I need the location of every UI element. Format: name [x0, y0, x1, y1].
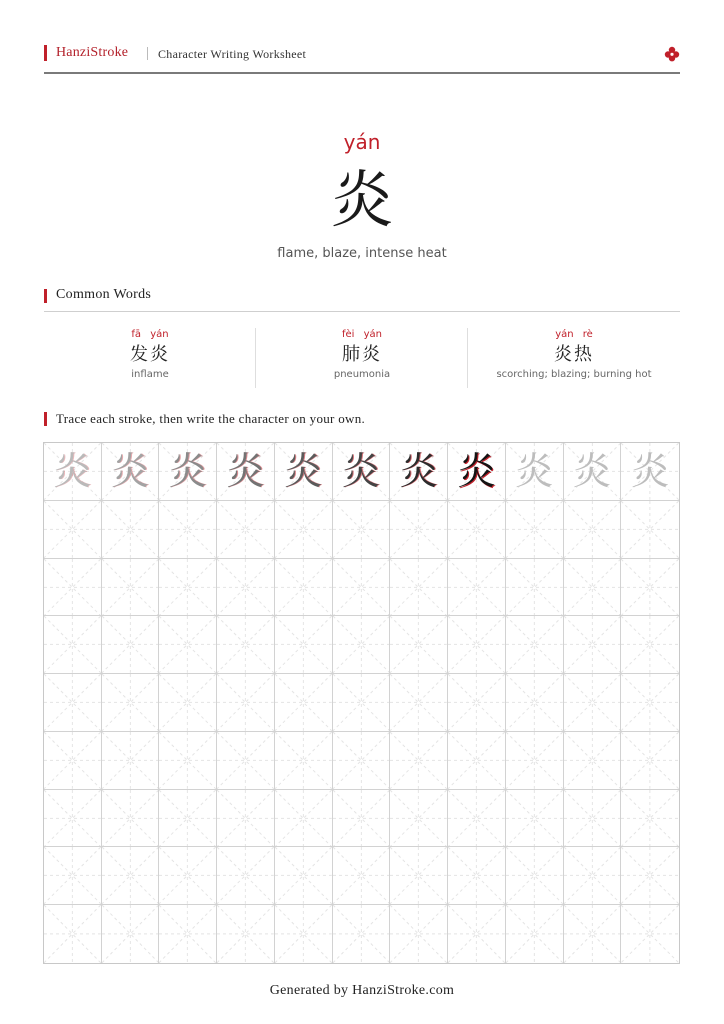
- practice-cell[interactable]: [102, 905, 160, 963]
- practice-cell[interactable]: [333, 559, 391, 617]
- practice-cell[interactable]: [333, 847, 391, 905]
- stroke-cell[interactable]: [390, 443, 448, 501]
- cell-guide-lines: [506, 905, 563, 963]
- practice-cell[interactable]: [390, 559, 448, 617]
- practice-cell[interactable]: [275, 501, 333, 559]
- brand-accent-bar: [44, 45, 47, 61]
- practice-cell[interactable]: [448, 847, 506, 905]
- practice-cell[interactable]: [102, 847, 160, 905]
- word-hanzi: 炎热: [554, 344, 594, 365]
- cell-guide-lines: [448, 674, 505, 731]
- cell-guide-lines: [390, 674, 447, 731]
- cell-guide-lines: [44, 559, 101, 616]
- practice-cell[interactable]: [506, 559, 564, 617]
- cell-guide-lines: [390, 559, 447, 616]
- word-meaning: inflame: [131, 369, 169, 380]
- cell-guide-lines: [506, 732, 563, 789]
- stroke-order-step: 炎: [53, 449, 92, 494]
- practice-cell[interactable]: [217, 847, 275, 905]
- practice-cell[interactable]: [333, 905, 391, 963]
- practice-cell[interactable]: [275, 674, 333, 732]
- practice-cell[interactable]: [159, 616, 217, 674]
- practice-cell[interactable]: [390, 616, 448, 674]
- practice-cell[interactable]: [621, 616, 679, 674]
- cell-guide-lines: [333, 847, 390, 904]
- word-pinyin: fèi yán: [341, 329, 382, 340]
- cell-guide-lines: [159, 847, 216, 904]
- stroke-order-step: 炎: [168, 449, 207, 494]
- practice-cell[interactable]: [102, 732, 160, 790]
- practice-instruction: Trace each stroke, then write the character on your own.: [56, 411, 366, 426]
- cell-guide-lines: [217, 847, 274, 904]
- practice-cell[interactable]: [159, 905, 217, 963]
- cell-guide-lines: [448, 616, 505, 673]
- practice-cell[interactable]: [217, 790, 275, 848]
- practice-cell[interactable]: [506, 847, 564, 905]
- practice-cell[interactable]: [621, 501, 679, 559]
- cell-guide-lines: [102, 905, 159, 963]
- cell-guide-lines: [159, 674, 216, 731]
- practice-cell[interactable]: [275, 616, 333, 674]
- cell-guide-lines: [217, 674, 274, 731]
- practice-cell[interactable]: [333, 674, 391, 732]
- practice-cell[interactable]: [44, 905, 102, 963]
- cell-guide-lines: [333, 674, 390, 731]
- character-meaning: flame, blaze, intense heat: [277, 246, 447, 261]
- stroke-cell[interactable]: [621, 443, 679, 501]
- cell-guide-lines: [102, 674, 159, 731]
- practice-cell[interactable]: [448, 616, 506, 674]
- cell-guide-lines: [44, 905, 101, 963]
- stroke-order-step: 炎: [341, 449, 380, 494]
- practice-cell[interactable]: [506, 905, 564, 963]
- practice-cell[interactable]: [390, 732, 448, 790]
- cell-guide-lines: [217, 616, 274, 673]
- cell-guide-lines: [448, 559, 505, 616]
- cell-guide-lines: [333, 790, 390, 847]
- cell-guide-lines: [44, 790, 101, 847]
- practice-cell[interactable]: [44, 559, 102, 617]
- practice-cell[interactable]: [564, 905, 622, 963]
- practice-cell[interactable]: [333, 790, 391, 848]
- practice-cell[interactable]: [506, 501, 564, 559]
- flower-icon: [664, 46, 680, 62]
- cell-guide-lines: [275, 847, 332, 904]
- stroke-order-step: 炎: [226, 449, 265, 494]
- practice-cell[interactable]: [333, 501, 391, 559]
- practice-cell[interactable]: [448, 905, 506, 963]
- practice-cell[interactable]: [217, 674, 275, 732]
- cell-guide-lines: [159, 559, 216, 616]
- cell-guide-lines: [159, 905, 216, 963]
- cell-guide-lines: [333, 732, 390, 789]
- section-accent-bar: [44, 412, 47, 426]
- practice-cell[interactable]: [621, 674, 679, 732]
- cell-guide-lines: [102, 559, 159, 616]
- practice-cell[interactable]: [564, 501, 622, 559]
- practice-cell[interactable]: [506, 674, 564, 732]
- cell-guide-lines: [621, 559, 679, 616]
- practice-cell[interactable]: [448, 790, 506, 848]
- practice-cell[interactable]: [102, 559, 160, 617]
- practice-grid: [43, 442, 680, 964]
- character-pinyin: yán: [343, 130, 381, 154]
- cell-guide-lines: [275, 501, 332, 558]
- cell-guide-lines: [621, 905, 679, 963]
- cell-guide-lines: [564, 732, 621, 789]
- practice-cell[interactable]: [102, 790, 160, 848]
- cell-guide-lines: [275, 559, 332, 616]
- practice-cell[interactable]: [390, 905, 448, 963]
- stroke-order-step: 炎: [399, 449, 438, 494]
- practice-cell[interactable]: [44, 501, 102, 559]
- header-rule: [44, 72, 680, 74]
- practice-cell[interactable]: [506, 732, 564, 790]
- stroke-cell[interactable]: [564, 443, 622, 501]
- cell-guide-lines: [448, 790, 505, 847]
- cell-guide-lines: [506, 616, 563, 673]
- stroke-cell[interactable]: [275, 443, 333, 501]
- practice-cell[interactable]: [621, 559, 679, 617]
- practice-cell[interactable]: [102, 674, 160, 732]
- stroke-order-step: 炎: [111, 449, 150, 494]
- practice-cell[interactable]: [44, 616, 102, 674]
- trace-character: 炎: [572, 449, 611, 494]
- practice-cell[interactable]: [448, 559, 506, 617]
- word-meaning: scorching; blazing; burning hot: [496, 369, 652, 380]
- practice-cell[interactable]: [506, 790, 564, 848]
- practice-cell[interactable]: [102, 501, 160, 559]
- practice-cell[interactable]: [159, 847, 217, 905]
- cell-guide-lines: [390, 501, 447, 558]
- cell-guide-lines: [44, 674, 101, 731]
- cell-guide-lines: [390, 616, 447, 673]
- cell-guide-lines: [564, 501, 621, 558]
- cell-guide-lines: [102, 501, 159, 558]
- word-card: [468, 328, 680, 388]
- cell-guide-lines: [621, 674, 679, 731]
- stroke-order-step: 炎: [284, 449, 323, 494]
- stroke-cell[interactable]: [102, 443, 160, 501]
- cell-guide-lines: [506, 674, 563, 731]
- practice-cell[interactable]: [390, 847, 448, 905]
- practice-cell[interactable]: [564, 559, 622, 617]
- practice-cell[interactable]: [448, 674, 506, 732]
- practice-cell[interactable]: [333, 732, 391, 790]
- stroke-cell[interactable]: [333, 443, 391, 501]
- cell-guide-lines: [448, 501, 505, 558]
- stroke-cell[interactable]: [159, 443, 217, 501]
- cell-guide-lines: [564, 905, 621, 963]
- cell-guide-lines: [102, 616, 159, 673]
- cell-guide-lines: [506, 559, 563, 616]
- practice-cell[interactable]: [159, 732, 217, 790]
- word-card: [44, 328, 256, 388]
- cell-guide-lines: [390, 847, 447, 904]
- cell-guide-lines: [102, 732, 159, 789]
- practice-cell[interactable]: [333, 616, 391, 674]
- cell-guide-lines: [275, 790, 332, 847]
- word-hanzi: 发炎: [130, 344, 170, 365]
- practice-cell[interactable]: [159, 559, 217, 617]
- cell-guide-lines: [217, 732, 274, 789]
- trace-character: 炎: [515, 449, 554, 494]
- cell-guide-lines: [564, 616, 621, 673]
- cell-guide-lines: [217, 905, 274, 963]
- cell-guide-lines: [448, 905, 505, 963]
- word-card: [256, 328, 468, 388]
- cell-guide-lines: [44, 616, 101, 673]
- word-pinyin: fā yán: [131, 329, 169, 340]
- practice-cell[interactable]: [217, 501, 275, 559]
- cell-guide-lines: [564, 674, 621, 731]
- practice-cell[interactable]: [390, 674, 448, 732]
- cell-guide-lines: [275, 616, 332, 673]
- cell-guide-lines: [621, 790, 679, 847]
- stroke-cell[interactable]: [506, 443, 564, 501]
- cell-guide-lines: [102, 790, 159, 847]
- practice-cell[interactable]: [217, 559, 275, 617]
- stroke-cell[interactable]: [217, 443, 275, 501]
- cell-guide-lines: [506, 790, 563, 847]
- practice-cell[interactable]: [159, 790, 217, 848]
- cell-guide-lines: [275, 905, 332, 963]
- page-header: [44, 44, 680, 64]
- practice-cell[interactable]: [390, 790, 448, 848]
- cell-guide-lines: [159, 501, 216, 558]
- practice-cell[interactable]: [621, 905, 679, 963]
- practice-cell[interactable]: [448, 732, 506, 790]
- cell-guide-lines: [390, 732, 447, 789]
- brand-name[interactable]: HanziStroke: [56, 45, 129, 60]
- stroke-cell[interactable]: [44, 443, 102, 501]
- practice-cell[interactable]: [275, 905, 333, 963]
- practice-cell[interactable]: [448, 501, 506, 559]
- trace-character: 炎: [631, 449, 670, 494]
- stroke-order-step: 炎: [457, 449, 496, 494]
- practice-cell[interactable]: [217, 732, 275, 790]
- stroke-cell[interactable]: [448, 443, 506, 501]
- practice-cell[interactable]: [217, 616, 275, 674]
- cell-guide-lines: [621, 847, 679, 904]
- cell-guide-lines: [333, 501, 390, 558]
- cell-guide-lines: [621, 732, 679, 789]
- cell-guide-lines: [44, 501, 101, 558]
- practice-cell[interactable]: [564, 790, 622, 848]
- cell-guide-lines: [217, 559, 274, 616]
- cell-guide-lines: [621, 501, 679, 558]
- practice-cell[interactable]: [621, 732, 679, 790]
- practice-cell[interactable]: [44, 732, 102, 790]
- cell-guide-lines: [564, 559, 621, 616]
- cell-guide-lines: [506, 847, 563, 904]
- practice-cell[interactable]: [390, 501, 448, 559]
- practice-cell[interactable]: [44, 790, 102, 848]
- practice-cell[interactable]: [275, 559, 333, 617]
- word-meaning: pneumonia: [333, 369, 391, 380]
- practice-cell[interactable]: [564, 732, 622, 790]
- word-hanzi: 肺炎: [342, 344, 382, 365]
- worksheet-subtitle: Character Writing Worksheet: [158, 47, 307, 61]
- cell-guide-lines: [333, 905, 390, 963]
- cell-guide-lines: [44, 847, 101, 904]
- cell-guide-lines: [390, 905, 447, 963]
- cell-guide-lines: [621, 616, 679, 673]
- practice-cell[interactable]: [564, 616, 622, 674]
- practice-cell[interactable]: [275, 847, 333, 905]
- cell-guide-lines: [159, 616, 216, 673]
- practice-cell[interactable]: [159, 674, 217, 732]
- practice-cell[interactable]: [621, 790, 679, 848]
- cell-guide-lines: [217, 790, 274, 847]
- cell-guide-lines: [333, 616, 390, 673]
- practice-cell[interactable]: [564, 847, 622, 905]
- cell-guide-lines: [564, 790, 621, 847]
- cell-guide-lines: [159, 790, 216, 847]
- word-pinyin: yán rè: [555, 329, 593, 340]
- practice-cell[interactable]: [621, 847, 679, 905]
- cell-guide-lines: [275, 674, 332, 731]
- cell-guide-lines: [275, 732, 332, 789]
- practice-cell[interactable]: [217, 905, 275, 963]
- practice-cell[interactable]: [564, 674, 622, 732]
- practice-cell[interactable]: [44, 847, 102, 905]
- cell-guide-lines: [506, 501, 563, 558]
- cell-guide-lines: [44, 732, 101, 789]
- cell-guide-lines: [333, 559, 390, 616]
- cell-guide-lines: [448, 847, 505, 904]
- cell-guide-lines: [159, 732, 216, 789]
- common-words-title: Common Words: [56, 287, 152, 302]
- practice-cell[interactable]: [275, 732, 333, 790]
- section-accent-bar: [44, 289, 47, 303]
- cell-guide-lines: [102, 847, 159, 904]
- practice-cell[interactable]: [44, 674, 102, 732]
- character-hanzi: 炎: [330, 163, 393, 236]
- page-footer: Generated by HanziStroke.com: [269, 983, 455, 998]
- cell-guide-lines: [564, 847, 621, 904]
- cell-guide-lines: [390, 790, 447, 847]
- practice-cell[interactable]: [159, 501, 217, 559]
- cell-guide-lines: [448, 732, 505, 789]
- words-rule: [44, 311, 680, 312]
- header-divider: [147, 47, 148, 60]
- practice-cell[interactable]: [275, 790, 333, 848]
- practice-cell[interactable]: [506, 616, 564, 674]
- practice-cell[interactable]: [102, 616, 160, 674]
- cell-guide-lines: [217, 501, 274, 558]
